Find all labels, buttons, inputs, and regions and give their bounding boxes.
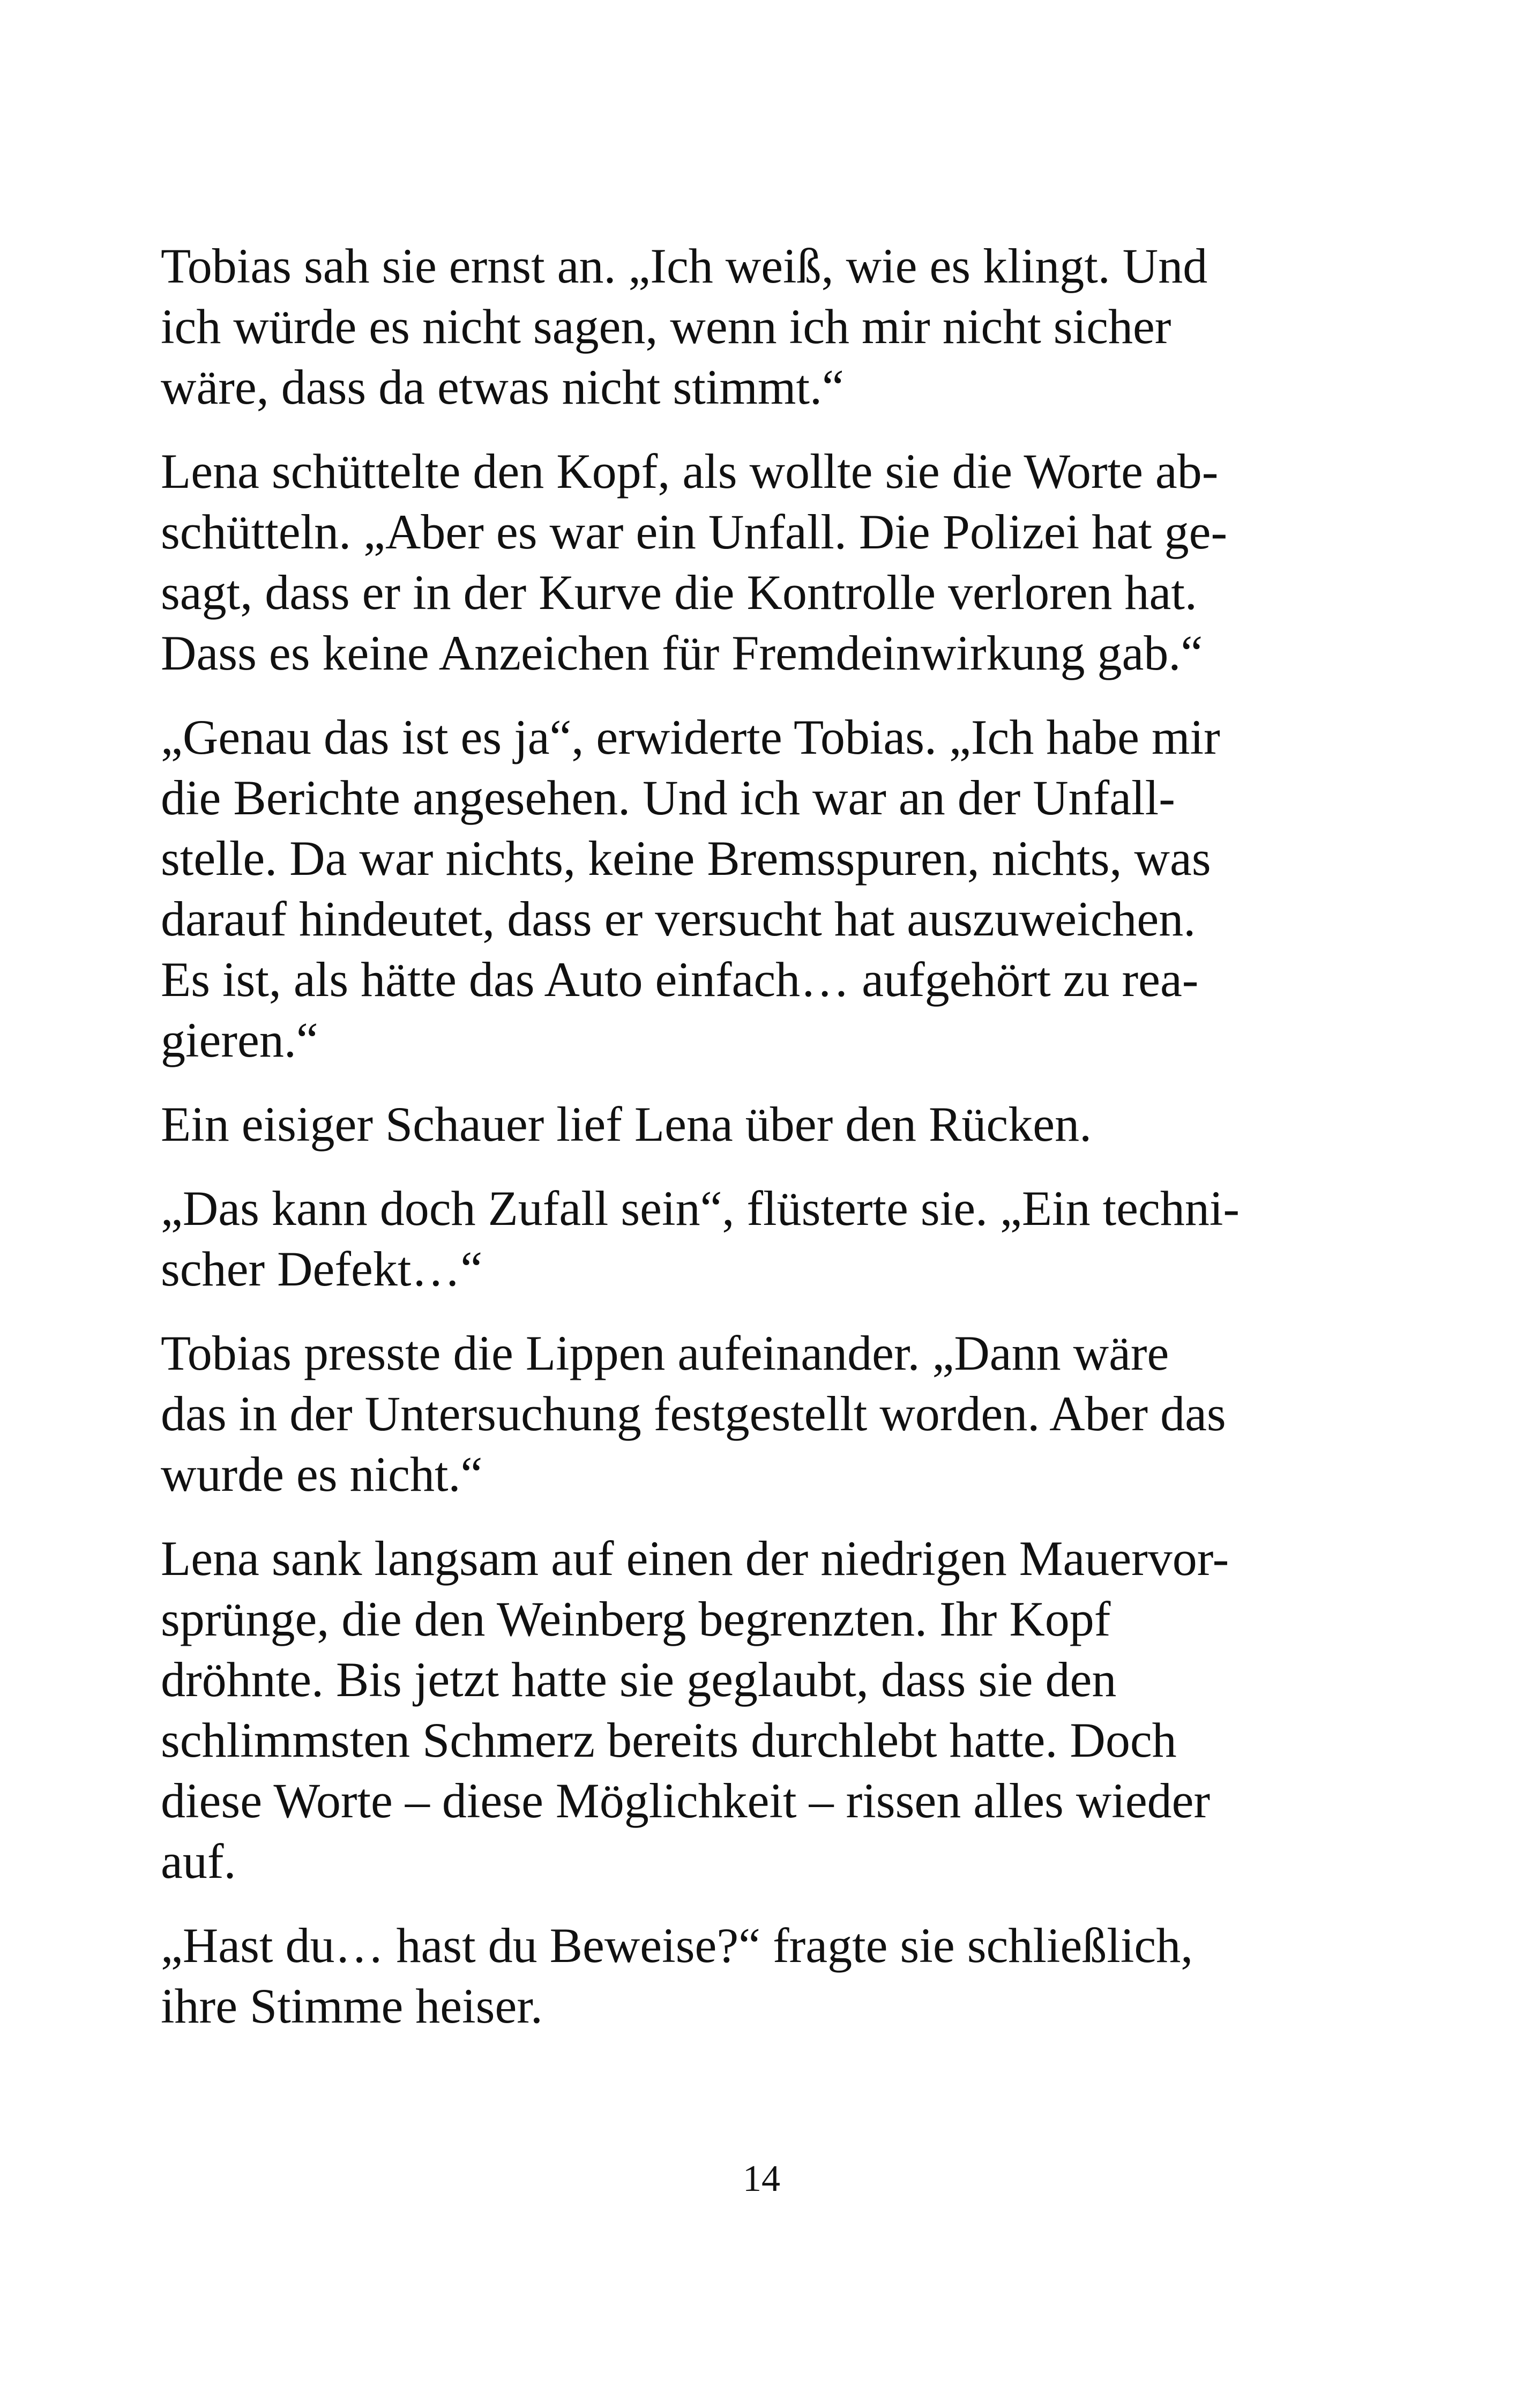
text-line: Es ist, als hätte das Auto einfach… aufgehört zu rea- [161,952,1199,1007]
body-text [161,236,1361,2060]
text-line: schlimmsten Schmerz bereits durchlebt hatte. Doch [161,1713,1177,1767]
paragraph [161,1323,1361,1505]
text-line: darauf hindeutet, dass er versucht hat auszuweichen. [161,891,1196,946]
text-line: diese Worte – diese Möglichkeit – rissen alles wieder [161,1773,1211,1828]
paragraph [161,1915,1361,2037]
paragraph [161,1528,1361,1892]
text-line: Lena schüttelte den Kopf, als wollte sie die Worte ab- [161,444,1219,499]
text-line: ihre Stimme heiser. [161,1979,543,2033]
text-line: Ein eisiger Schauer lief Lena über den Rücken. [161,1097,1092,1151]
paragraph [161,441,1361,683]
text-line: scher Defekt…“ [161,1242,483,1296]
text-line: stelle. Da war nichts, keine Bremsspuren, nichts, was [161,831,1211,886]
text-line: Dass es keine Anzeichen für Fremdeinwirkung gab.“ [161,626,1203,680]
text-line: „Das kann doch Zufall sein“, flüsterte sie. „Ein techni- [161,1181,1240,1236]
text-line: Tobias presste die Lippen aufeinander. „Dann wäre [161,1326,1169,1380]
text-line: wäre, dass da etwas nicht stimmt.“ [161,360,844,414]
page-number: 14 [743,2158,780,2199]
paragraph [161,1178,1361,1299]
text-line: auf. [161,1834,236,1889]
text-line: „Genau das ist es ja“, erwiderte Tobias. „Ich habe mir [161,710,1220,764]
paragraph [161,707,1361,1071]
text-line: dröhnte. Bis jetzt hatte sie geglaubt, dass sie den [161,1652,1117,1707]
text-line: ich würde es nicht sagen, wenn ich mir nicht sicher [161,299,1171,354]
text-line: schütteln. „Aber es war ein Unfall. Die Polizei hat ge- [161,504,1228,559]
text-line: Tobias sah sie ernst an. „Ich weiß, wie es klingt. Und [161,239,1208,293]
paragraph [161,1094,1361,1155]
text-line: sprünge, die den Weinberg begrenzten. Ihr Kopf [161,1592,1111,1646]
text-line: wurde es nicht.“ [161,1447,483,1502]
text-line: gieren.“ [161,1013,318,1067]
text-line: „Hast du… hast du Beweise?“ fragte sie schließlich, [161,1918,1193,1973]
text-line: sagt, dass er in der Kurve die Kontrolle verloren hat. [161,565,1197,620]
text-line: das in der Untersuchung festgestellt worden. Aber das [161,1386,1226,1441]
paragraph [161,236,1361,418]
text-line: Lena sank langsam auf einen der niedrigen Mauervor- [161,1531,1229,1586]
text-line: die Berichte angesehen. Und ich war an der Unfall- [161,770,1175,825]
